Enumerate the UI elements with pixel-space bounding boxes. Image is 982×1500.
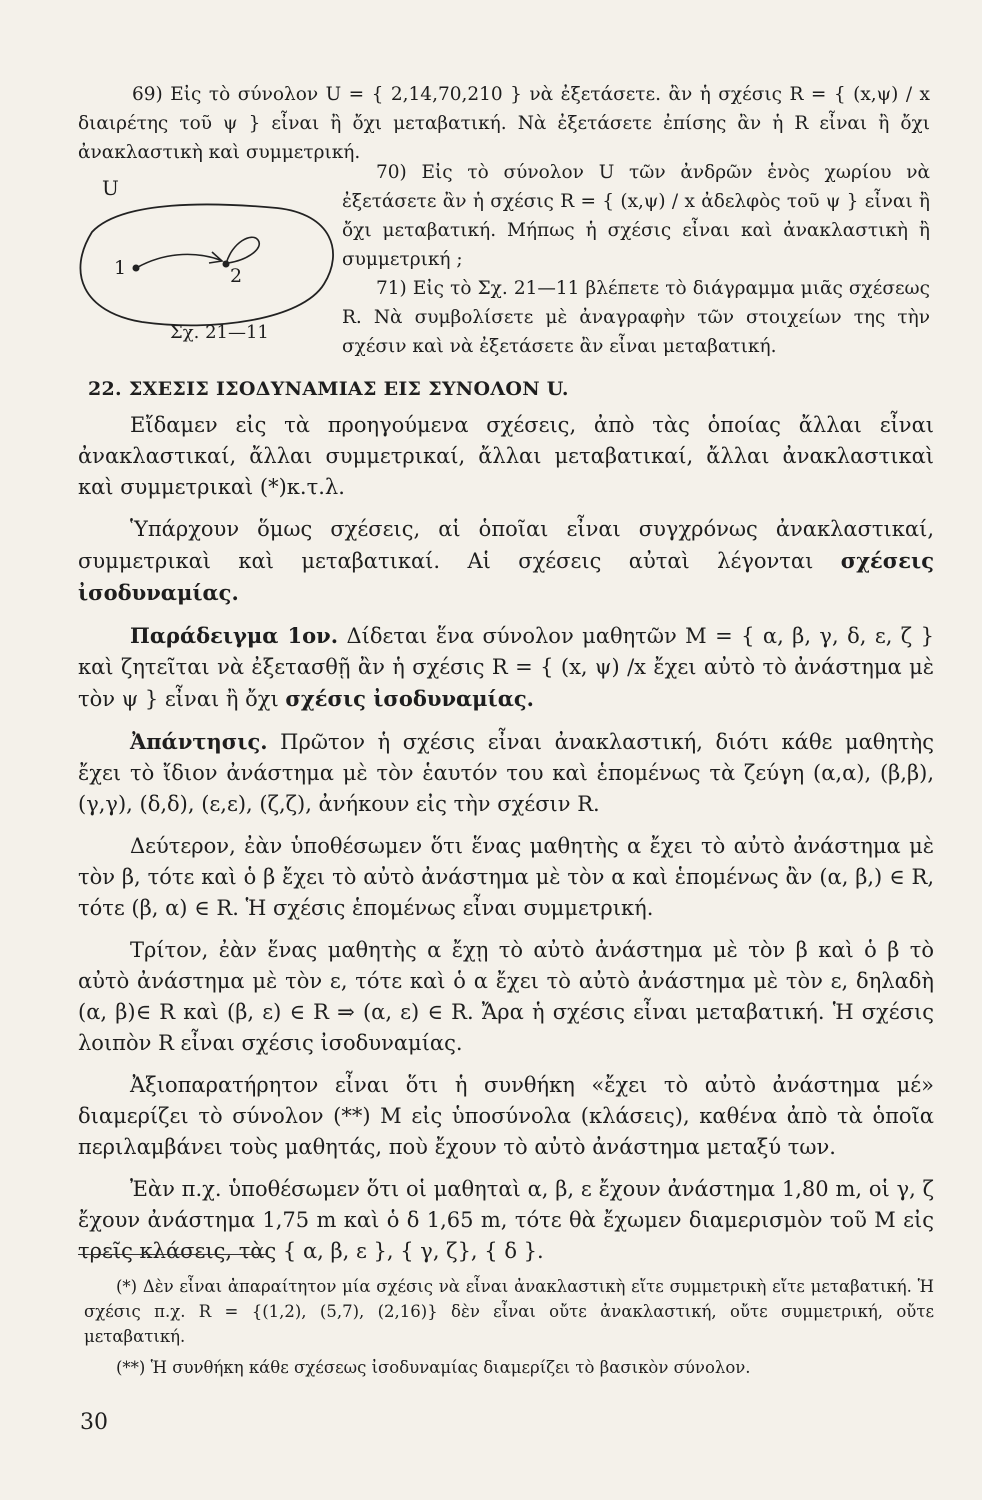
example-term: σχέσις ἰσοδυναμίας. bbox=[285, 686, 534, 711]
page-number: 30 bbox=[80, 1410, 108, 1435]
arrow-1-to-2 bbox=[138, 254, 220, 267]
paragraph-example bbox=[78, 620, 934, 715]
exercise-71: 71) Εἰς τὸ Σχ. 21—11 βλέπετε τὸ διάγραμμα μιᾶς σχέσεως R. Νὰ συμβολίσετε μὲ ἀναγραφὴν τῶν στοιχείων της τὴν σχέσιν καὶ νὰ ἐξετάσετε ἂν εἶναι μεταβατική. bbox=[342, 278, 930, 357]
paragraph-symmetric: Δεύτερον, ἐὰν ὑποθέσωμεν ὅτι ἕνας μαθητὴς α ἔχει τὸ αὐτὸ ἀνάστημα μὲ τὸν β, τότε καὶ ὁ β ἔχει τὸ αὐτὸ ἀνάστημα μὲ τὸν α καὶ ἑπομένως ἂν (α, β,) ∈ R, τότε (β, α) ∈ R. Ἡ σχέσις ἑπομένως εἶναι συμμετρική. bbox=[78, 834, 934, 920]
answer-heading: Ἀπάντησις. bbox=[130, 729, 268, 754]
section-body bbox=[78, 410, 934, 1275]
set-label: U bbox=[102, 176, 119, 200]
figure-21-11 bbox=[62, 172, 352, 362]
example-heading: Παράδειγμα 1ον. bbox=[130, 623, 339, 648]
example-text: Δίδεται ἕνα σύνολον μαθητῶν M = { α, β, γ, δ, ε, ζ } καὶ ζητεῖται νὰ ἐξετασθῇ ἂν ἡ σχέσις R = { (x, ψ) /x ἔχει αὐτὸ τὸ ἀνάστημα μὲ τὸν ψ } εἶναι ἢ ὄχι bbox=[78, 624, 934, 711]
paragraph-transitive: Τρίτον, ἐὰν ἕνας μαθητὴς α ἔχῃ τὸ αὐτὸ ἀνάστημα μὲ τὸν β καὶ ὁ β τὸ αὐτὸ ἀνάστημα μὲ τὸν ε, τότε καὶ ὁ α ἔχει τὸ αὐτὸ ἀνάστημα μὲ τὸν ε, δηλαδὴ (α, β)∈ R καὶ (β, ε) ∈ R ⇒ (α, ε) ∈ R. Ἄρα ἡ σχέσις εἶναι μεταβατική. Ἡ σχέσις λοιπὸν R εἶναι σχέσις ἰσοδυναμίας. bbox=[78, 938, 934, 1055]
paragraph-partition: Ἀξιοπαρατήρητον εἶναι ὅτι ἡ συνθήκη «ἔχει τὸ αὐτὸ ἀνάστημα μέ» διαμερίζει τὸ σύνολον (**) M εἰς ὑποσύνολα (κλάσεις), καθένα ἀπὸ τὰ ὁποῖα περιλαμβάνει τοὺς μαθητάς, ποὺ ἔχουν τὸ αὐτὸ ἀνάστημα μεταξύ των. bbox=[78, 1073, 934, 1159]
node-1-dot bbox=[133, 265, 140, 272]
footnotes bbox=[84, 1274, 934, 1386]
answer-text: Πρῶτον ἡ σχέσις εἶναι ἀνακλαστική, διότι κάθε μαθητὴς ἔχει τὸ ἴδιον ἀνάστημα μὲ τὸν ἑαυτόν του καὶ ἑπομένως τὰ ζεύγη (α,α), (β,β), (γ,γ), (δ,δ), (ε,ε), (ζ,ζ), ἀνήκουν εἰς τὴν σχέσιν R. bbox=[78, 730, 934, 816]
paragraph-intro: Εἴδαμεν εἰς τὰ προηγούμενα σχέσεις, ἀπὸ τὰς ὁποίας ἄλλαι εἶναι ἀνακλαστικαί, ἄλλαι συμμετρικαί, ἄλλαι μεταβατικαί, ἄλλαι ἀνακλαστικαὶ καὶ συμμετρικαὶ (*)κ.τ.λ. bbox=[78, 413, 934, 499]
footnote-2: (**) Ἡ συνθήκη κάθε σχέσεως ἰσοδυναμίας διαμερίζει τὸ βασικὸν σύνολον. bbox=[116, 1358, 751, 1377]
paragraph-definition bbox=[78, 514, 934, 609]
paragraph-answer bbox=[78, 726, 934, 820]
footnote-1: (*) Δὲν εἶναι ἀπαραίτητον μία σχέσις νὰ εἶναι ἀνακλαστικὴ εἴτε συμμετρικὴ εἴτε μεταβατική. Ἡ σχέσις π.χ. R = {(1,2), (5,7), (2,16)} δὲν εἶναι οὔτε ἀνακλαστική, οὔτε συμμετρική, οὔτε μεταβατική. bbox=[84, 1277, 934, 1346]
node-1-label: 1 bbox=[114, 257, 127, 279]
exercise-70: 70) Εἰς τὸ σύνολον U τῶν ἀνδρῶν ἑνὸς χωρίου νὰ ἐξετάσετε ἂν ἡ σχέσις R = { (x,ψ) / x ἀδελφὸς τοῦ ψ } εἶναι ἢ ὄχι μεταβατική. Μήπως ἡ σχέσις εἶναι καὶ ἀνακλαστικὴ ἢ συμμετρική ; bbox=[342, 162, 930, 270]
figure-caption: Σχ. 21—11 bbox=[170, 322, 269, 343]
exercise-69: 69) Εἰς τὸ σύνολον U = { 2,14,70,210 } νὰ ἐξετάσετε. ἂν ἡ σχέσις R = { (x,ψ) / x διαιρέτης τοῦ ψ } εἶναι ἢ ὄχι μεταβατική. Νὰ ἐξετάσετε ἐπίσης ἂν ἡ R εἶναι ἢ ὄχι ἀνακλαστικὴ καὶ συμμετρική. bbox=[78, 84, 930, 163]
footnote-divider bbox=[78, 1254, 268, 1255]
section-title: 22. ΣΧΕΣΙΣ ΙΣΟΔΥΝΑΜΙΑΣ ΕΙΣ ΣΥΝΟΛΟΝ U. bbox=[88, 378, 569, 400]
definition-term: σχέσεις ἰσοδυναμίας. bbox=[78, 548, 935, 605]
node-2-label: 2 bbox=[230, 265, 243, 287]
definition-text: Ὑπάρχουν ὅμως σχέσεις, αἱ ὁποῖαι εἶναι συγχρόνως ἀνακλαστικαί, συμμετρικαὶ καὶ μεταβατικαί. Αἱ σχέσεις αὐταὶ λέγονται bbox=[78, 517, 934, 573]
self-loop-2 bbox=[226, 237, 259, 264]
paragraph-classes: Ἐὰν π.χ. ὑποθέσωμεν ὅτι οἱ μαθηταὶ α, β, ε ἔχουν ἀνάστημα 1,80 m, οἱ γ, ζ ἔχουν ἀνάστημα 1,75 m καὶ ὁ δ 1,65 m, τότε θὰ ἔχωμεν διαμερισμὸν τοῦ M εἰς τρεῖς κλάσεις, τὰς { α, β, ε }, { γ, ζ}, { δ }. bbox=[78, 1177, 934, 1263]
